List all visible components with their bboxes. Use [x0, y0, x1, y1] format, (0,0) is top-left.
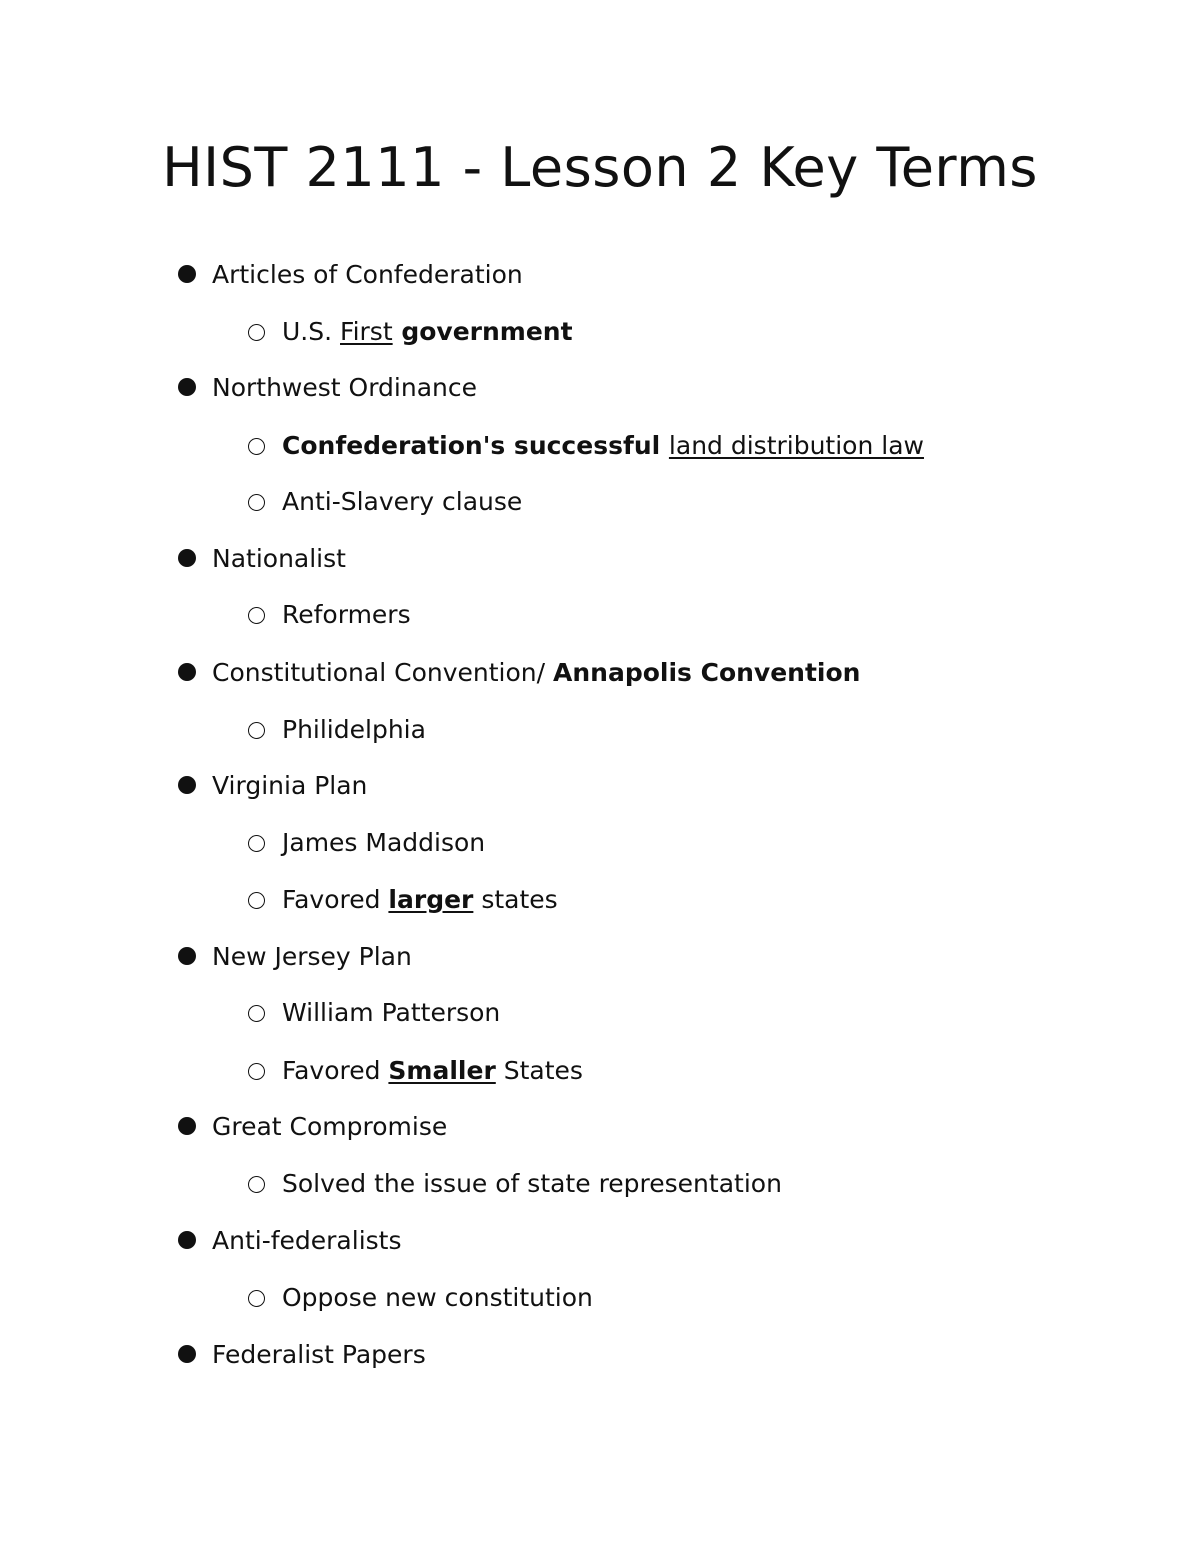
- list-item-text: Articles of Confederation: [212, 260, 523, 289]
- list-item-text: Federalist Papers: [212, 1340, 426, 1369]
- underlined-text: larger: [388, 885, 474, 914]
- list-item: [178, 942, 412, 972]
- filled-bullet-icon: [178, 378, 196, 396]
- list-item-text: U.S.: [282, 317, 341, 346]
- bold-text: Confederation's successful: [282, 431, 669, 460]
- list-item-text: Favored: [282, 1056, 389, 1085]
- list-item: [178, 1340, 426, 1370]
- list-item: [178, 544, 346, 574]
- hollow-bullet-icon: [248, 1063, 265, 1080]
- filled-bullet-icon: [178, 947, 196, 965]
- hollow-bullet-icon: [248, 1005, 265, 1022]
- list-item-text: Constitutional Convention/: [212, 658, 553, 687]
- list-item-text: Philidelphia: [282, 715, 426, 744]
- underlined-text: First: [340, 317, 393, 346]
- sub-list-item: [248, 600, 411, 630]
- list-item-text: New Jersey Plan: [212, 942, 412, 971]
- filled-bullet-icon: [178, 1345, 196, 1363]
- sub-list-item: [248, 998, 500, 1028]
- list-item-text: Reformers: [282, 600, 411, 629]
- filled-bullet-icon: [178, 265, 196, 283]
- filled-bullet-icon: [178, 1231, 196, 1249]
- sub-list-item: [248, 1056, 583, 1086]
- sub-list-item: [248, 828, 485, 858]
- hollow-bullet-icon: [248, 494, 265, 511]
- filled-bullet-icon: [178, 549, 196, 567]
- underlined-text: Smaller: [388, 1056, 496, 1085]
- hollow-bullet-icon: [248, 722, 265, 739]
- list-item-text: Anti-Slavery clause: [282, 487, 523, 516]
- sub-list-item: [248, 885, 558, 915]
- list-item-text: James Maddison: [282, 828, 486, 857]
- sub-list-item: [248, 715, 426, 745]
- filled-bullet-icon: [178, 663, 196, 681]
- hollow-bullet-icon: [248, 607, 265, 624]
- hollow-bullet-icon: [248, 892, 265, 909]
- hollow-bullet-icon: [248, 324, 265, 341]
- list-item: [178, 1112, 447, 1142]
- sub-list-item: [248, 431, 924, 461]
- list-item-text: Favored: [282, 885, 389, 914]
- hollow-bullet-icon: [248, 1290, 265, 1307]
- list-item: [178, 771, 367, 801]
- filled-bullet-icon: [178, 1117, 196, 1135]
- list-item-text: Northwest Ordinance: [212, 373, 477, 402]
- sub-list-item: [248, 317, 573, 347]
- list-item-text: States: [495, 1056, 583, 1085]
- sub-list-item: [248, 1283, 593, 1313]
- list-item: [178, 1226, 402, 1256]
- bold-text: Annapolis Convention: [553, 658, 861, 687]
- page-title: HIST 2111 - Lesson 2 Key Terms: [162, 136, 1038, 199]
- list-item-text: Anti-federalists: [212, 1226, 402, 1255]
- list-item-text: Virginia Plan: [212, 771, 368, 800]
- list-item-text: Nationalist: [212, 544, 346, 573]
- list-item-text: Solved the issue of state representation: [282, 1169, 782, 1198]
- hollow-bullet-icon: [248, 438, 265, 455]
- sub-list-item: [248, 1169, 782, 1199]
- hollow-bullet-icon: [248, 1176, 265, 1193]
- list-item: [178, 260, 523, 290]
- filled-bullet-icon: [178, 776, 196, 794]
- list-item-text: William Patterson: [282, 998, 501, 1027]
- hollow-bullet-icon: [248, 835, 265, 852]
- list-item: [178, 373, 477, 403]
- bold-text: government: [392, 317, 573, 346]
- list-item-text: states: [473, 885, 558, 914]
- sub-list-item: [248, 487, 522, 517]
- list-item-text: Oppose new constitution: [282, 1283, 593, 1312]
- underlined-text: land distribution law: [668, 431, 924, 460]
- list-item-text: Great Compromise: [212, 1112, 448, 1141]
- list-item: [178, 658, 860, 688]
